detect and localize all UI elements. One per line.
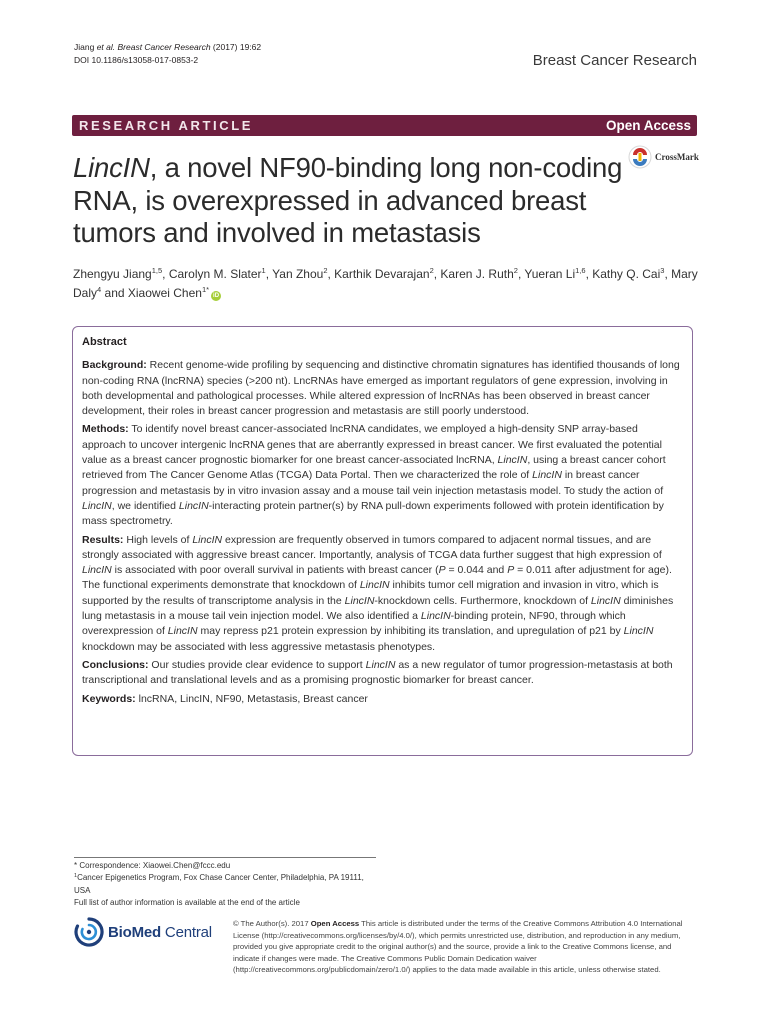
- results-text: = 0.044 and: [445, 564, 508, 577]
- author-separator: ,: [327, 267, 335, 281]
- footnotes: [74, 860, 374, 910]
- biomed-central-icon: [74, 917, 104, 947]
- biomed-central-logo[interactable]: [74, 917, 212, 947]
- results-text: = 0.011 after adjustment for age). The functional experiments demonstrate that knockdown of: [82, 564, 672, 592]
- author-name: Karen J. Ruth: [440, 267, 514, 281]
- author-affiliation: 2: [323, 266, 328, 275]
- keywords-label: Keywords:: [82, 692, 136, 705]
- article-banner: [72, 115, 697, 136]
- open-access-label: Open Access: [605, 118, 691, 133]
- article-type: RESEARCH ARTICLE: [79, 118, 254, 133]
- results-text: -binding protein, NF90, through which overexpression of: [82, 610, 626, 638]
- abstract-background: [82, 358, 683, 419]
- author-name: Xiaowei Chen: [127, 286, 202, 300]
- license-body: This article is distributed under the terms of the Creative Commons Attribution 4.0 International License (http://creativecommons.org/licenses/by/4.0/), which permits unrestricted use, distribution, and reproduction in any medium, provided you give appropriate credit to the original author(s) and the source, provide a link to the Creative Commons license, and indicate if changes were made. The Creative Commons Public Domain Dedication waiver (http://creativecommons.org/publicdomain/zero/1.0/) applies to the data made available in this article, unless otherwise stated.: [233, 919, 683, 974]
- methods-label: Methods:: [82, 423, 129, 436]
- gene-term: LincIN: [532, 469, 562, 482]
- gene-term: LincIN: [420, 610, 451, 623]
- gene-term: LincIN: [365, 658, 396, 671]
- methods-text: , using a breast cancer cohort retrieved from The Cancer Genome Atlas (TCGA) Data Portal. Then we characterized the role of: [82, 454, 666, 482]
- abstract-results: [82, 533, 683, 655]
- author[interactable]: [524, 267, 585, 281]
- p-value-symbol: P: [507, 564, 515, 577]
- gene-term: LincIN: [167, 625, 198, 638]
- journal-name: Breast Cancer Research: [532, 52, 697, 69]
- results-text: inhibits tumor cell migration and invasion in vitro, which is supported by the results of transcriptome analysis in the: [82, 579, 659, 607]
- title-gene-name: LincIN: [73, 152, 150, 183]
- gene-term: LincIN: [623, 625, 654, 638]
- logo-biomed: BioMed: [108, 923, 161, 941]
- results-text: expression are frequently observed in tumors compared to adjacent normal tissues, and are strongly associated with aggressive breast cancer. Importantly, analysis of TCGA data further suggest that high expression of: [82, 533, 662, 561]
- gene-term: LincIN: [359, 579, 390, 592]
- author-name: Kathy Q. Cai: [592, 267, 661, 281]
- affiliation-number: 1: [74, 873, 78, 880]
- author-affiliation: 1,6: [575, 266, 586, 275]
- author-name: Yueran Li: [524, 267, 576, 281]
- author-affiliation: 3: [660, 266, 665, 275]
- author[interactable]: [592, 267, 664, 281]
- crossmark-label: CrossMark: [655, 152, 699, 162]
- license-text: [233, 918, 698, 976]
- results-label: Results:: [82, 533, 124, 546]
- title-text: , a novel NF90-binding long non-coding RNA, is overexpressed in advanced breast tumors and involved in metastasis: [73, 152, 623, 248]
- author[interactable]: [169, 267, 266, 281]
- author-name: Carolyn M. Slater: [168, 267, 262, 281]
- biomed-central-wordmark: [108, 924, 212, 941]
- abstract-heading: Abstract: [82, 336, 127, 348]
- author-info-note: Full list of author information is available at the end of the article: [74, 898, 300, 908]
- conclusions-label: Conclusions:: [82, 658, 149, 671]
- gene-term: LincIN: [178, 499, 209, 512]
- author-affiliation: 1,5: [151, 266, 163, 275]
- license-open-access: Open Access: [310, 919, 360, 928]
- affiliation-text: Cancer Epigenetics Program, Fox Chase Cancer Center, Philadelphia, PA 19111, USA: [74, 873, 364, 895]
- gene-term: LincIN: [82, 499, 112, 512]
- abstract-box: [72, 326, 693, 756]
- author-affiliation: 1*: [201, 285, 210, 294]
- citation-line: [74, 41, 261, 54]
- conclusions-text: Our studies provide clear evidence to support: [148, 658, 366, 671]
- author-affiliation: 1: [261, 266, 266, 275]
- citation-authors: Jiang: [74, 42, 97, 52]
- gene-term: LincIN: [497, 454, 528, 467]
- author-separator: ,: [162, 267, 169, 281]
- author-affiliation: 4: [97, 285, 102, 294]
- background-label: Background:: [82, 359, 147, 372]
- results-text: High levels of: [123, 533, 193, 546]
- author[interactable]: [128, 286, 209, 300]
- author-name: Karthik Devarajan: [334, 267, 430, 281]
- crossmark-badge[interactable]: [628, 145, 699, 169]
- author-affiliation: 2: [513, 266, 518, 275]
- author-separator: ,: [585, 267, 593, 281]
- author-name: Zhengyu Jiang: [73, 267, 152, 281]
- author-list: [73, 265, 698, 303]
- gene-term: LincIN: [82, 564, 112, 577]
- gene-term: LincIN: [590, 594, 621, 607]
- methods-text: -interacting protein partner(s) by RNA pull-down experiments followed with protein identification by mass spectrometry.: [82, 499, 664, 528]
- keywords-text: lncRNA, LincIN, NF90, Metastasis, Breast cancer: [135, 692, 368, 705]
- abstract-conclusions: [82, 658, 683, 689]
- results-text: knockdown may be associated with less aggressive metastasis phenotypes.: [82, 640, 436, 653]
- author-name: Yan Zhou: [272, 267, 324, 281]
- results-text: is associated with poor overall survival in patients with breast cancer (: [111, 564, 439, 577]
- doi[interactable]: DOI 10.1186/s13058-017-0853-2: [74, 55, 199, 65]
- footnote-divider: [74, 857, 376, 858]
- conclusions-text: as a new regulator of tumor progression-metastasis at both transcriptional and translational levels and as a promising prognostic biomarker for breast cancer.: [82, 658, 673, 687]
- citation-header: [74, 41, 261, 67]
- author-affiliation: 2: [429, 266, 434, 275]
- author-separator: ,: [517, 267, 525, 281]
- citation-year-volume: (2017) 19:62: [210, 42, 262, 52]
- results-text: diminishes lung metastasis in a mouse tail vein injection model. We also identified a: [82, 594, 674, 623]
- copyright: © The Author(s). 2017: [233, 919, 311, 928]
- logo-central: Central: [160, 923, 212, 941]
- author[interactable]: [73, 267, 162, 281]
- article-title: [73, 152, 633, 250]
- results-text: may repress p21 protein expression by inhibiting its translation, and upregulation of p21 by: [197, 625, 624, 638]
- author[interactable]: [272, 267, 327, 281]
- correspondence[interactable]: * Correspondence: Xiaowei.Chen@fccc.edu: [74, 861, 231, 870]
- abstract-keywords: [82, 692, 683, 707]
- author-separator: ,: [265, 267, 273, 281]
- methods-text: To identify novel breast cancer-associated lncRNA candidates, we employed a high-density SNP array-based approach to uncover intergenic lncRNA genes that are aberrantly expressed in breast cancer. We first evaluated the potential value as a breast cancer prognostic biomarker for one breast cancer-associated lncRNA,: [82, 423, 662, 467]
- citation-journal: Breast Cancer Research: [115, 42, 211, 52]
- background-text: Recent genome-wide profiling by sequencing and distinctive chromatin signatures has identified thousands of long non-coding RNA (lncRNA) species (>200 nt). LncRNAs have emerged as important regulators of gene expression, involving in both developmental and pathological processes. While altered expression of lncRNAs has been observed in breast cancer development, their roles in breast cancer progression and metastasis are still poorly understood.: [82, 359, 680, 418]
- gene-term: LincIN: [192, 533, 223, 546]
- author[interactable]: [334, 267, 434, 281]
- affiliation: [74, 872, 374, 897]
- author-separator: ,: [664, 267, 672, 281]
- author[interactable]: [440, 267, 518, 281]
- author-name: Mary Daly: [73, 267, 698, 300]
- orcid-icon[interactable]: iD: [213, 293, 220, 299]
- abstract-methods: [82, 422, 683, 529]
- methods-text: , we identified: [111, 499, 179, 512]
- gene-term: LincIN: [344, 594, 375, 607]
- author-separator: and: [101, 286, 128, 300]
- results-text: -knockdown cells. Furthermore, knockdown of: [374, 594, 591, 607]
- methods-text: in breast cancer progression and metastasis by in vitro invasion assay and a mouse tail vein injection metastasis model. To study the action of: [82, 469, 664, 497]
- citation-etal: et al.: [96, 42, 116, 52]
- author-separator: ,: [433, 267, 441, 281]
- p-value-symbol: P: [438, 564, 446, 577]
